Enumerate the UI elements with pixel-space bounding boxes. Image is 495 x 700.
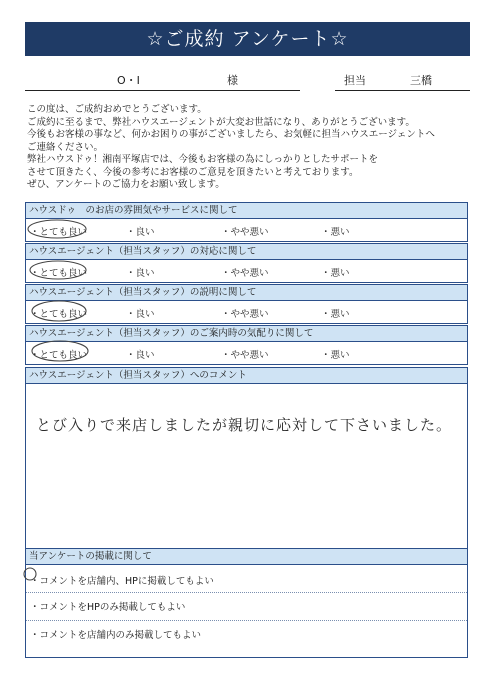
divider — [26, 592, 467, 593]
option-somewhat-bad[interactable]: ・やや悪い — [221, 227, 269, 238]
option-somewhat-bad[interactable]: ・やや悪い — [221, 309, 269, 320]
publication-options — [26, 565, 467, 657]
option-good[interactable]: ・良い — [126, 309, 155, 320]
intro-text — [27, 104, 472, 192]
customer-honorific: 様 — [227, 74, 238, 87]
option-very-good[interactable]: ・とても良い — [30, 227, 88, 238]
rating-options — [26, 219, 467, 241]
intro-line: この度は、ご成約おめでとうございます。 — [27, 104, 207, 115]
option-good[interactable]: ・良い — [126, 268, 155, 279]
staff-label: 担当 — [344, 74, 366, 87]
question-staff-response — [25, 243, 468, 283]
comment-section — [25, 367, 468, 550]
question-heading: ハウスエージェント（担当スタッフ）の説明に関して — [26, 285, 467, 301]
comment-heading: ハウスエージェント（担当スタッフ）へのコメント — [26, 368, 467, 384]
option-very-good[interactable]: ・とても良い — [30, 268, 88, 279]
option-very-good[interactable]: ・とても良い — [30, 350, 88, 361]
customer-name-field — [25, 64, 300, 91]
question-staff-attentiveness — [25, 325, 468, 365]
option-somewhat-bad[interactable]: ・やや悪い — [221, 268, 269, 279]
staff-field — [335, 64, 470, 91]
question-heading: ハウスエージェント（担当スタッフ）の対応に関して — [26, 244, 467, 260]
comment-box[interactable] — [26, 384, 467, 549]
option-somewhat-bad[interactable]: ・やや悪い — [221, 350, 269, 361]
option-bad[interactable]: ・悪い — [321, 227, 350, 238]
question-heading: ハウスエージェント（担当スタッフ）のご案内時の気配りに関して — [26, 326, 467, 342]
option-publish-store-and-hp[interactable]: ・コメントを店舗内、HPに掲載してもよい — [30, 576, 214, 587]
option-bad[interactable]: ・悪い — [321, 350, 350, 361]
intro-line: 弊社ハウスドゥ！湘南平塚店では、今後もお客様の為にしっかりとしたサポートを — [27, 154, 378, 165]
survey-title: ☆ご成約 アンケート☆ — [25, 22, 470, 56]
question-store-atmosphere — [25, 202, 468, 242]
publication-heading: 当アンケートの掲載に関して — [26, 549, 467, 565]
intro-line: ご連絡ください。 — [27, 141, 104, 153]
publication-section — [25, 548, 468, 658]
rating-options — [26, 342, 467, 364]
option-bad[interactable]: ・悪い — [321, 309, 350, 320]
option-bad[interactable]: ・悪い — [321, 268, 350, 279]
option-good[interactable]: ・良い — [126, 227, 155, 238]
handwritten-comment: とび入りで来店しましたが親切に応対して下さいました。 — [36, 416, 453, 434]
option-publish-hp-only[interactable]: ・コメントをHPのみ掲載してもよい — [30, 602, 186, 613]
intro-line: ご成約に至るまで、弊社ハウスエージェントが大変お世話になり、ありがとうございます。 — [27, 116, 415, 128]
intro-line: 今後もお客様の事など、何かお困りの事がございましたら、お気軽に担当ハウスエージェントへ — [27, 129, 435, 140]
question-staff-explanation — [25, 284, 468, 324]
option-very-good[interactable]: ・とても良い — [30, 309, 88, 320]
intro-line: させて頂きたく、今後の参考にお客様のご意見を頂きたいと考えております。 — [27, 166, 359, 178]
rating-options — [26, 260, 467, 282]
option-good[interactable]: ・良い — [126, 350, 155, 361]
customer-name: O・I — [117, 74, 140, 87]
option-publish-store-only[interactable]: ・コメントを店舗内のみ掲載してもよい — [30, 630, 202, 641]
staff-name: 三橋 — [410, 74, 432, 87]
rating-options — [26, 301, 467, 323]
question-heading: ハウスドゥ のお店の雰囲気やサービスに関して — [26, 203, 467, 219]
intro-line: ぜひ、アンケートのご協力をお願い致します。 — [27, 179, 225, 190]
divider — [26, 620, 467, 621]
